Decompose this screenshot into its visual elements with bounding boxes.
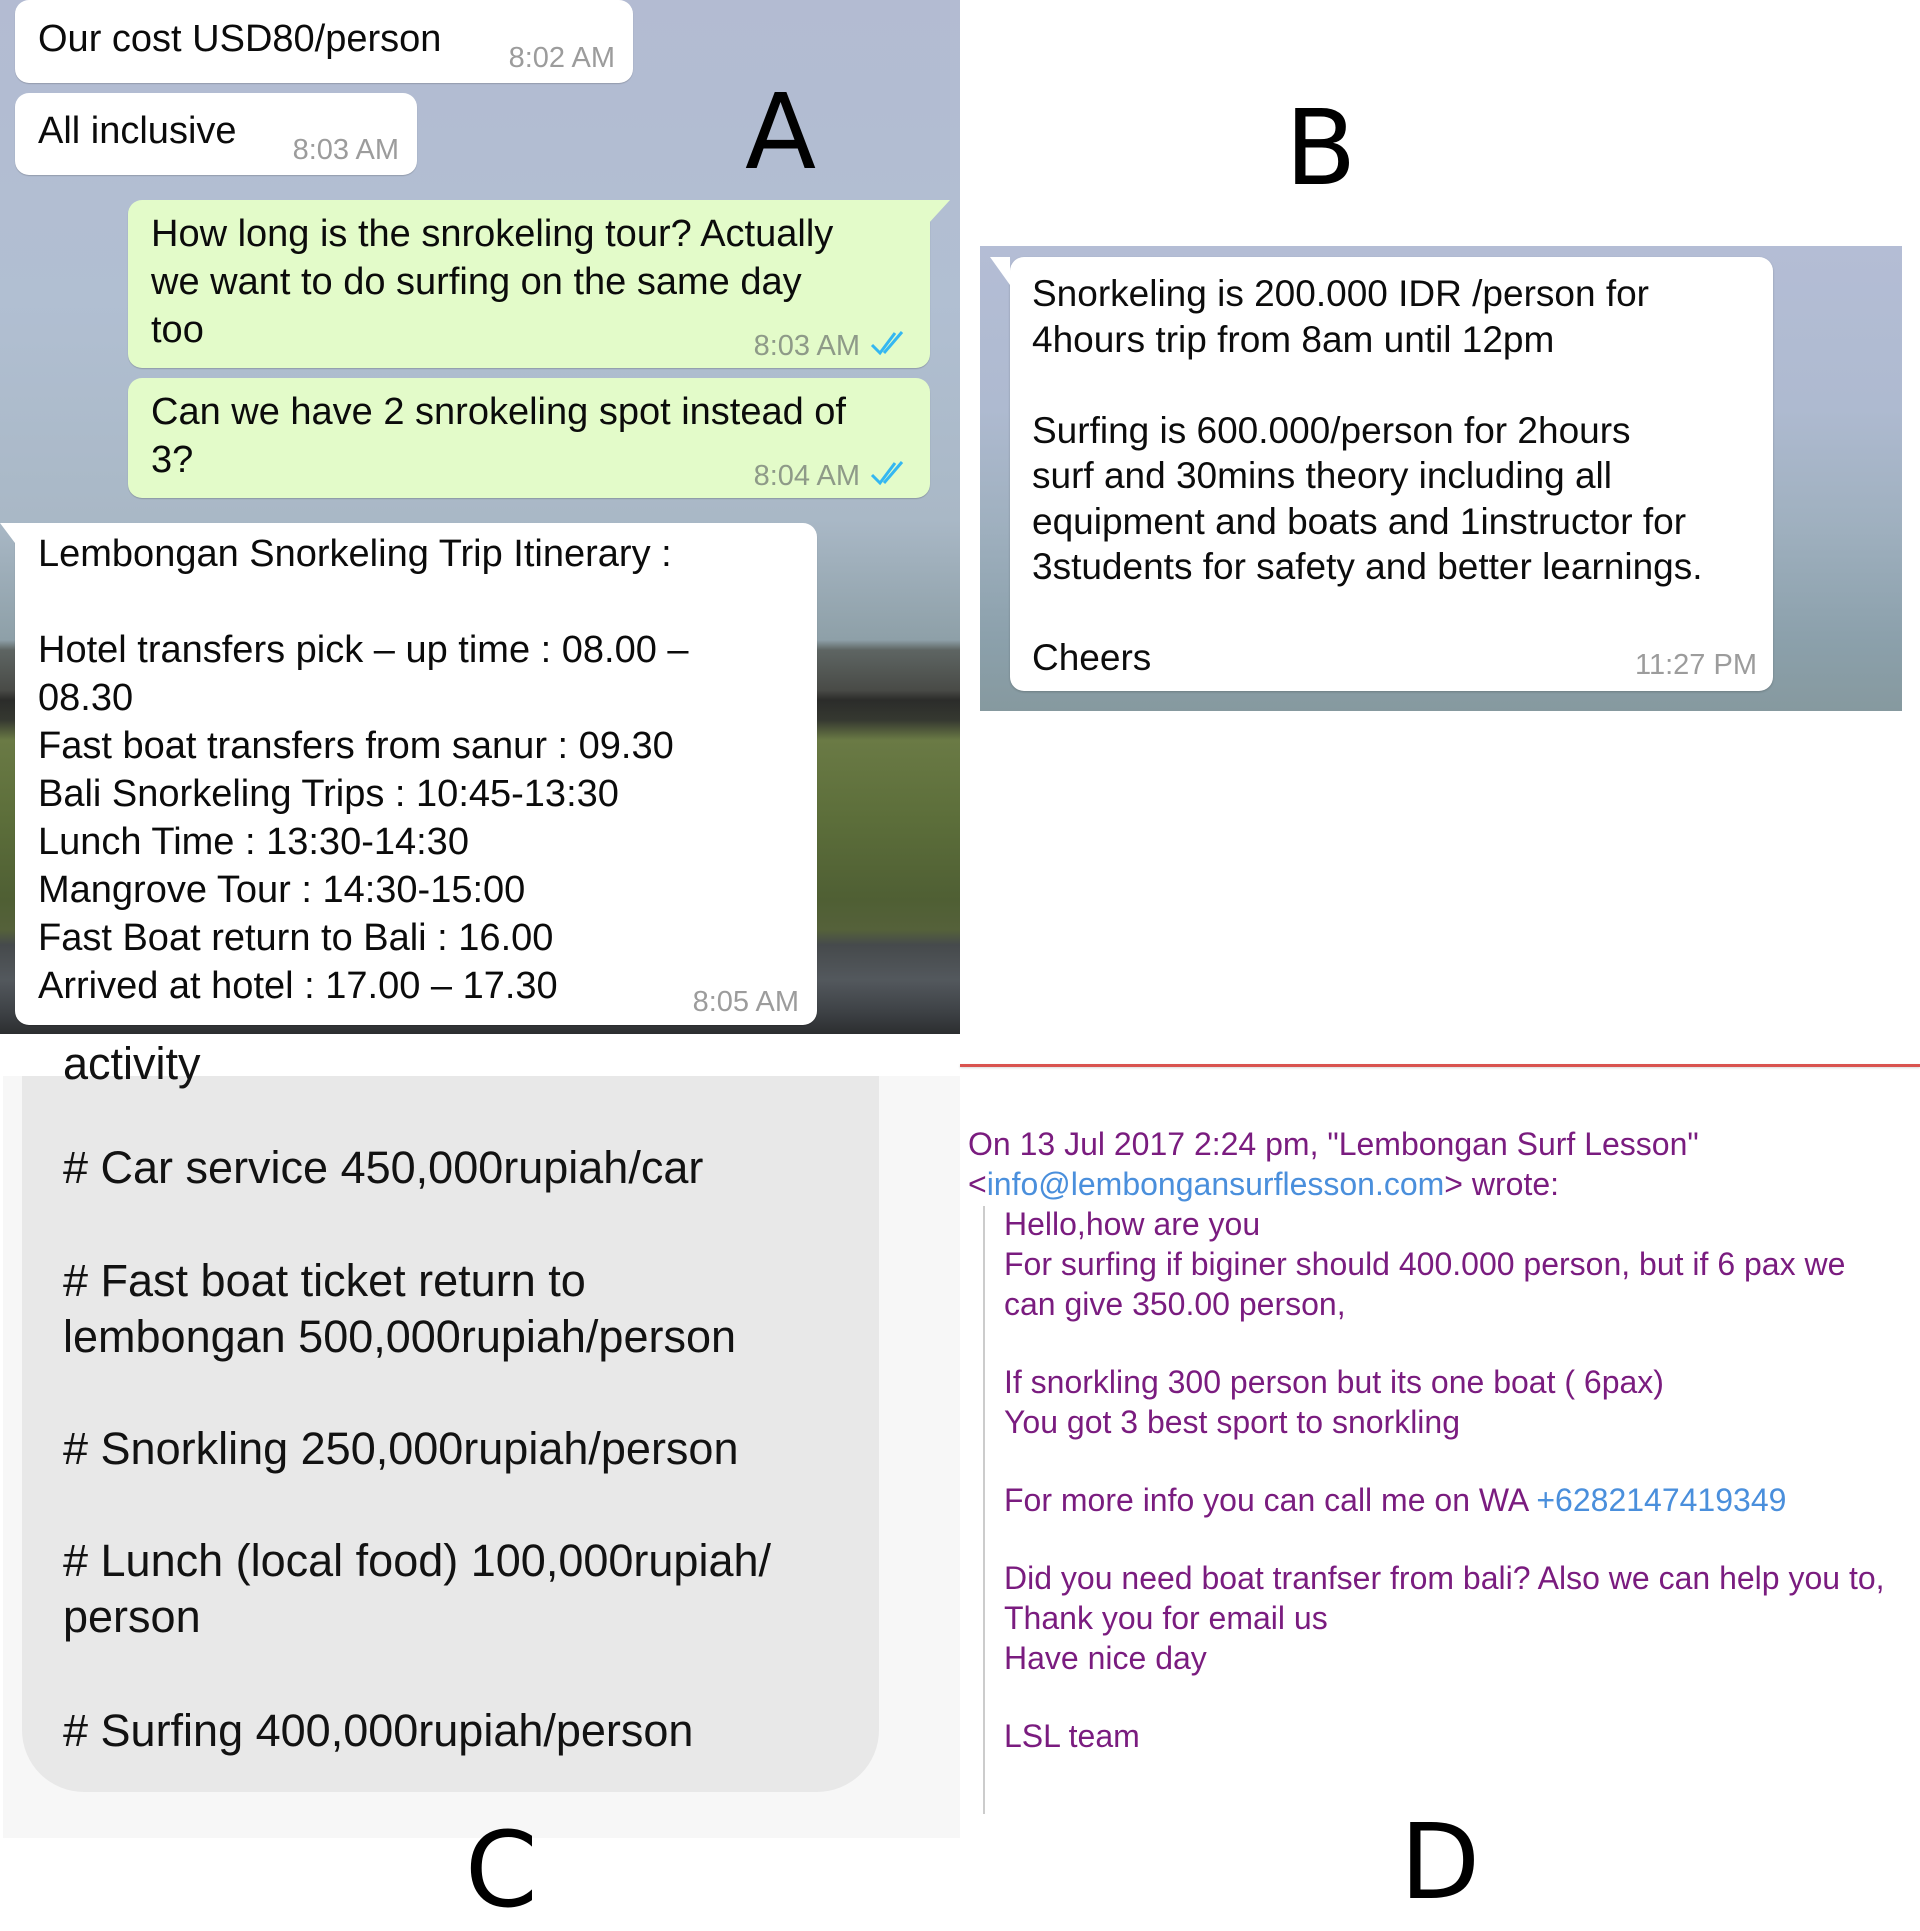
chat-message-incoming[interactable] (1010, 257, 1773, 691)
itinerary-line: Arrived at hotel : 17.00 – 17.30 (38, 965, 558, 1007)
quote-line: If snorkling 300 person but its one boat ( 6pax) (1004, 1364, 1664, 1400)
chat-message-incoming-itinerary[interactable] (15, 523, 817, 1025)
message-text-block (151, 210, 833, 354)
quote-line: Thank you for email us (1004, 1600, 1328, 1636)
angle-bracket: > (1444, 1166, 1463, 1202)
chat-message-outgoing[interactable] (128, 378, 930, 498)
price-item-text: # Lunch (local food) 100,000rupiah/ (63, 1535, 772, 1586)
double-check-read-icon (870, 323, 910, 371)
panel-a-whatsapp-chat (0, 0, 960, 1034)
chat-message-incoming[interactable] (15, 93, 417, 175)
price-item-text: lembongan 500,000rupiah/person (63, 1311, 737, 1362)
clipped-text-line: activity (63, 1038, 201, 1089)
message-timestamp: 8:03 AM (292, 134, 399, 166)
chat-message-incoming[interactable] (15, 0, 633, 83)
message-text: All inclusive (38, 110, 237, 152)
message-text-line: surf and 30mins theory including all (1032, 455, 1612, 496)
quote-line: Have nice day (1004, 1640, 1207, 1676)
quote-signature: LSL team (1004, 1718, 1140, 1754)
price-item-text: # Car service 450,000rupiah/car (63, 1142, 704, 1193)
quote-line: Hello,how are you (1004, 1206, 1261, 1242)
price-item-text: # Surfing 400,000rupiah/person (63, 1705, 694, 1756)
message-text-line: Cheers (1032, 637, 1152, 678)
blank-line (1032, 590, 1703, 636)
message-meta (754, 452, 910, 501)
price-item-text: # Fast boat ticket return to (63, 1255, 586, 1306)
price-item (63, 1421, 738, 1477)
email-quote-header (968, 1164, 1559, 1204)
message-timestamp: 8:04 AM (753, 460, 860, 492)
quote-bar (983, 1206, 985, 1814)
divider-rule (960, 1064, 1920, 1067)
itinerary-line: Bali Snorkeling Trips : 10:45-13:30 (38, 773, 619, 815)
quote-line: For surfing if biginer should 400.000 person, but if 6 pax we (1004, 1246, 1846, 1282)
quote-text: For more info you can call me on WA (1004, 1482, 1537, 1518)
message-text-block (151, 388, 846, 484)
panel-label-d: D (1400, 1801, 1481, 1923)
message-text-line: Snorkeling is 200.000 IDR /person for (1032, 273, 1650, 314)
bubble-tail (928, 200, 950, 224)
chat-message-outgoing[interactable] (128, 200, 930, 368)
itinerary-text-block (38, 530, 689, 1010)
quote-line: You got 3 best sport to snorkling (1004, 1404, 1460, 1440)
price-item-text: # Snorkling 250,000rupiah/person (63, 1423, 739, 1474)
price-item (63, 1253, 736, 1365)
quote-line: Did you need boat tranfser from bali? Also we can help you to, (1004, 1560, 1885, 1596)
message-text-block (1032, 271, 1703, 681)
message-text: Our cost USD80/person (38, 18, 442, 60)
panel-label-c: C (465, 1809, 538, 1931)
message-timestamp: 8:02 AM (508, 42, 615, 74)
itinerary-line: Fast Boat return to Bali : 16.00 (38, 917, 554, 959)
itinerary-title: Lembongan Snorkeling Trip Itinerary : (38, 533, 672, 575)
message-text-line: too (151, 309, 204, 351)
price-item (63, 1533, 771, 1645)
price-item (63, 1703, 693, 1759)
angle-bracket: < (968, 1166, 987, 1202)
bubble-tail (990, 257, 1010, 285)
message-timestamp: 11:27 PM (1635, 649, 1757, 681)
bubble-tail (0, 523, 18, 547)
itinerary-line: Lunch Time : 13:30-14:30 (38, 821, 469, 863)
message-text-line: 4hours trip from 8am until 12pm (1032, 318, 1555, 360)
message-text-line: 3? (151, 439, 194, 481)
price-item (63, 1140, 703, 1196)
panel-label-b: B (1285, 87, 1357, 209)
phone-number-link[interactable]: +6282147419349 (1536, 1482, 1787, 1518)
panel-label-a: A (745, 71, 817, 193)
message-text-line: equipment and boats and 1instructor for (1032, 500, 1687, 542)
double-check-read-icon (870, 453, 910, 501)
quote-header-text: wrote: (1462, 1166, 1560, 1202)
price-item-text: person (63, 1591, 201, 1642)
message-text-line: 3students for safety and better learnings. (1032, 546, 1703, 587)
message-text-line: we want to do surfing on the same day (151, 261, 802, 303)
itinerary-line: 08.30 (38, 677, 134, 719)
message-timestamp: 8:03 AM (753, 330, 860, 362)
message-meta (754, 322, 910, 371)
email-quote-header (968, 1124, 1699, 1164)
blank-line (1032, 362, 1703, 408)
chat-message-price-list[interactable] (22, 1038, 879, 1792)
message-text-line: Surfing is 600.000/person for 2hours (1032, 409, 1631, 451)
itinerary-line: Mangrove Tour : 14:30-15:00 (38, 869, 526, 911)
message-text-line: Can we have 2 snrokeling spot instead of (151, 391, 846, 433)
quote-header-text: On 13 Jul 2017 2:24 pm, "Lembongan Surf Lesson" (968, 1126, 1699, 1162)
message-text-line: How long is the snrokeling tour? Actually (151, 213, 834, 255)
sender-email-link[interactable]: info@lembongansurflesson.com (986, 1166, 1445, 1202)
itinerary-line: Hotel transfers pick – up time : 08.00 – (38, 629, 689, 671)
quote-line-contact (1004, 1480, 1786, 1520)
quote-line: can give 350.00 person, (1004, 1286, 1346, 1322)
message-timestamp: 8:05 AM (692, 986, 799, 1018)
blank-line (38, 578, 689, 626)
itinerary-line: Fast boat transfers from sanur : 09.30 (38, 725, 674, 767)
